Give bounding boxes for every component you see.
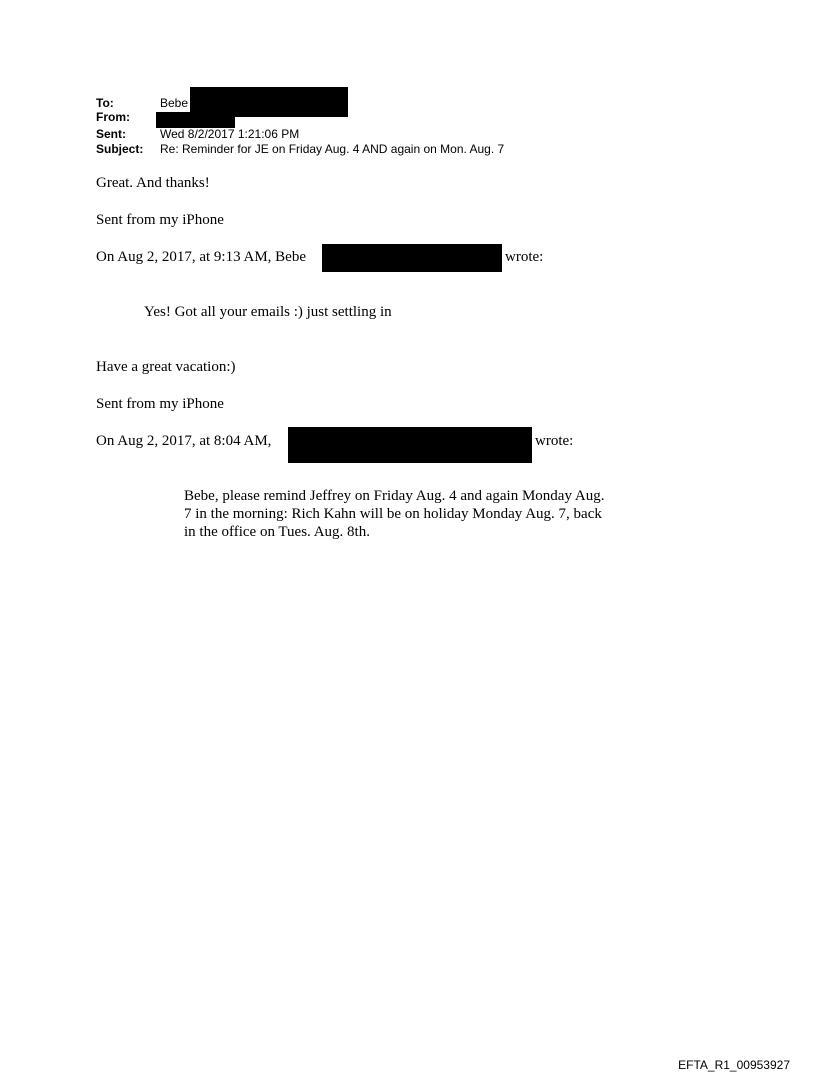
attribution-1 [96,248,306,266]
attribution-1-prefix: On Aug 2, 2017, at 9:13 AM, Bebe [96,249,306,265]
sent-row [96,128,299,141]
subject-label: Subject: [96,142,144,156]
attribution-1-suffix: wrote: [505,249,544,265]
to-value: Bebe [160,96,189,110]
vacation-text: Have a great vacation:) [96,359,236,375]
signature-line-1: Sent from my iPhone [96,212,224,228]
attribution-2 [96,432,271,450]
attribution-2-prefix: On Aug 2, 2017, at 8:04 AM, [96,433,272,449]
quoted-message-2-line-2: 7 in the morning: Rich Kahn will be on holiday Monday Aug. 7, back [184,506,602,522]
from-redaction [156,112,235,128]
sent-value: Wed 8/2/2017 1:21:06 PM [160,127,300,141]
to-label: To: [96,96,114,110]
from-label: From: [96,110,130,124]
attribution-2-suffix: wrote: [535,433,574,449]
quoted-message-2-line-3: in the office on Tues. Aug. 8th. [184,524,370,540]
subject-row [96,143,504,156]
quoted-message-1: Yes! Got all your emails :) just settling in [144,304,392,320]
to-row [96,97,188,110]
quoted-message-2-line-1: Bebe, please remind Jeffrey on Friday Aug. 4 and again Monday Aug. [184,488,605,504]
signature-line-2: Sent from my iPhone [96,396,224,412]
attribution-2-redaction [288,427,532,463]
reply-text: Great. And thanks! [96,175,210,191]
subject-value: Re: Reminder for JE on Friday Aug. 4 AND again on Mon. Aug. 7 [160,142,505,156]
sent-label: Sent: [96,127,126,141]
attribution-1-redaction [322,244,502,272]
from-row [96,111,160,124]
document-id: EFTA_R1_00953927 [678,1058,790,1072]
